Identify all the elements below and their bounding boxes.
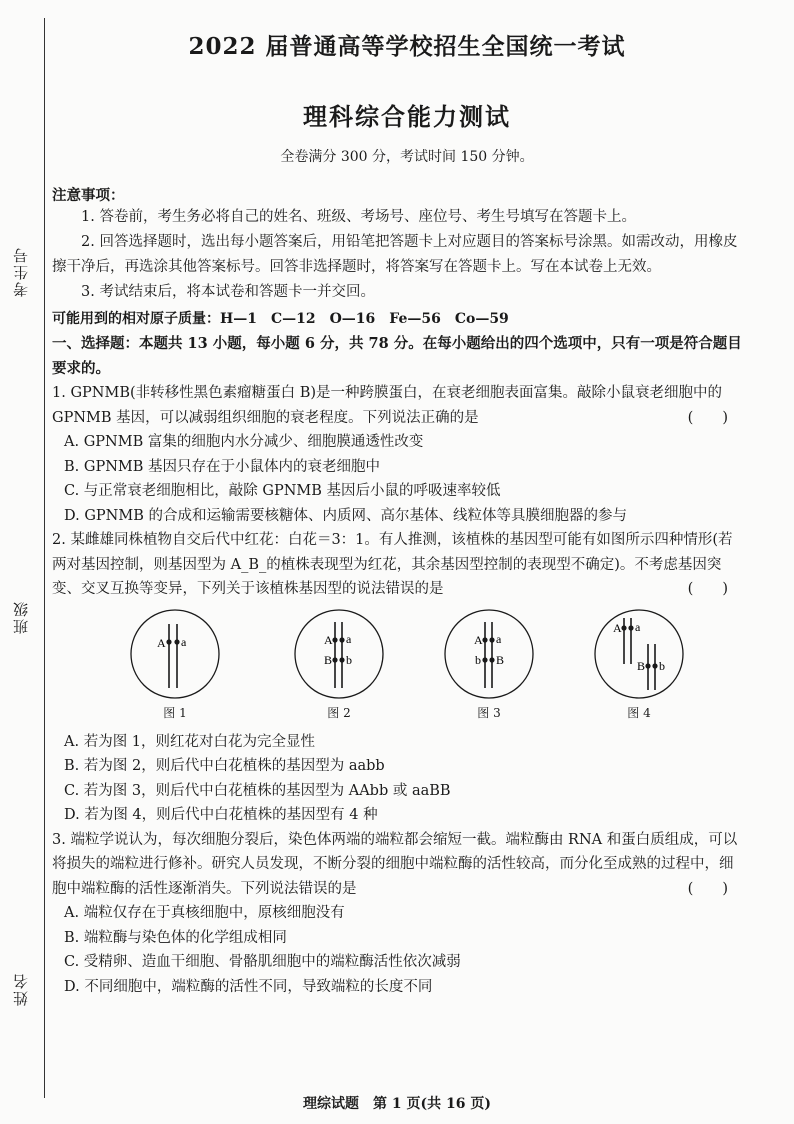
page-footer: 理综试题 第 1 页(共 16 页): [303, 1096, 491, 1112]
option-a: A. GPNMB 富集的细胞内水分减少、细胞膜通透性改变: [64, 434, 424, 450]
allele-label: a: [346, 631, 352, 646]
notice-item: 2. 回答选择题时，选出每小题答案后，用铅笔把答题卡上对应题目的答案标号涂黑。如需改动，用橡皮擦干净后，再选涂其他答案标号。回答非选择题时，将答案写在答题卡上。写在本试卷上无效。: [52, 234, 738, 275]
figure-caption: 图 2: [327, 705, 351, 720]
notice-item: 3. 考试结束后，将本试卷和答题卡一并交回。: [81, 284, 375, 300]
cell-diagram-3: [434, 606, 544, 702]
option-b: B. 若为图 2，则后代中白花植株的基因型为 aabb: [64, 758, 385, 774]
name-label: 姓名: [12, 972, 30, 1006]
option-c: C. 若为图 3，则后代中白花植株的基因型为 AAbb 或 aaBB: [64, 782, 451, 799]
option-d: D. 若为图 4，则后代中白花植株的基因型有 4 种: [64, 807, 378, 823]
genotype-figures: [52, 606, 742, 728]
option-a: A. 端粒仅存在于真核细胞中，原核细胞没有: [64, 905, 345, 921]
option-c: C. 受精卵、造血干细胞、骨骼肌细胞中的端粒酶活性依次减弱: [64, 954, 461, 970]
score-info: 全卷满分 300 分，考试时间 150 分钟。: [280, 149, 534, 165]
allele-label: a: [635, 619, 641, 634]
question-1: [52, 381, 742, 528]
option-d: D. GPNMB 的合成和运输需要核糖体、内质网、高尔基体、线粒体等具膜细胞器的参与: [64, 507, 627, 524]
allele-label: B: [324, 652, 333, 667]
question-stem: 1. GPNMB(非转移性黑色素瘤糖蛋白 B)是一种跨膜蛋白，在衰老细胞表面富集。敲除小鼠衰老细胞中的 GPNMB 基因，可以减弱组织细胞的衰老程度。下列说法正确的是 ( ): [52, 381, 742, 430]
candidate-number-label: 考生号: [12, 246, 30, 297]
exam-page: [52, 24, 742, 999]
section-heading: 一、选择题：本题共 13 小题，每小题 6 分，共 78 分。在每小题给出的四个选项中，只有一项是符合题目要求的。: [52, 335, 742, 377]
option-a: A. 若为图 1，则红花对白花为完全显性: [64, 733, 316, 750]
allele-label: B: [637, 658, 646, 673]
option-b: B. GPNMB 基因只存在于小鼠体内的衰老细胞中: [64, 458, 381, 475]
figure-caption: 图 3: [477, 705, 501, 720]
figure-3: [434, 606, 544, 721]
question-stem: 3. 端粒学说认为，每次细胞分裂后，染色体两端的端粒都会缩短一截。端粒酶由 RNA 和蛋白质组成，可以将损失的端粒进行修补。研究人员发现，不断分裂的细胞中端粒酶的活性较高，而分化至成熟的过程中，细胞中端粒酶的活性逐渐消失。下列说法错误的是 ( ): [52, 828, 742, 902]
allele-label: B: [496, 652, 505, 667]
answer-paren: ( ): [687, 581, 728, 597]
allele-label: a: [496, 631, 502, 646]
cell-diagram-1: [120, 606, 230, 702]
option-b: B. 端粒酶与染色体的化学组成相同: [64, 929, 287, 946]
figure-2: [284, 606, 394, 721]
allele-label: b: [659, 658, 665, 673]
notice-item: 1. 答卷前，考生务必将自己的姓名、班级、考场号、座位号、考生号填写在答题卡上。: [81, 209, 636, 225]
class-label: 班级: [12, 600, 30, 634]
question-stem: 2. 某雌雄同株植物自交后代中红花：白花＝3：1。有人推测，该植株的基因型可能有如图所示四种情形(若两对基因控制，则基因型为 A_B_的植株表现型为红花，其余基因型控制的表现型不确定)。不考虑基因突变、交叉互换等变异，下列关于该植株基因型的说法错误的是 ( ): [52, 528, 742, 602]
figure-4: [584, 606, 694, 721]
notice-heading: 注意事项：: [52, 187, 125, 204]
option-c: C. 与正常衰老细胞相比，敲除 GPNMB 基因后小鼠的呼吸速率较低: [64, 483, 501, 499]
cell-diagram-4: [584, 606, 694, 702]
subject-title: 理科综合能力测试: [303, 102, 511, 131]
allele-label: A: [324, 632, 333, 647]
allele-label: b: [475, 652, 481, 667]
allele-label: b: [346, 652, 352, 667]
figure-caption: 图 4: [627, 705, 651, 720]
allele-label: A: [613, 620, 622, 635]
allele-label: A: [474, 632, 483, 647]
question-2: [52, 528, 742, 828]
allele-label: a: [181, 634, 187, 649]
allele-label: A: [157, 635, 166, 650]
answer-paren: ( ): [687, 409, 728, 426]
figure-1: [120, 606, 230, 721]
exam-title: 2022 届普通高等学校招生全国统一考试: [188, 33, 626, 60]
binding-margin: [0, 0, 52, 1124]
cell-diagram-2: [284, 606, 394, 702]
figure-caption: 图 1: [163, 705, 187, 720]
question-3: [52, 828, 742, 1000]
binding-line: [44, 18, 45, 1098]
answer-paren: ( ): [687, 880, 728, 897]
option-d: D. 不同细胞中，端粒酶的活性不同，导致端粒的长度不同: [64, 978, 433, 995]
atomic-masses: 可能用到的相对原子质量：H—1 C—12 O—16 Fe—56 Co—59: [52, 311, 509, 327]
